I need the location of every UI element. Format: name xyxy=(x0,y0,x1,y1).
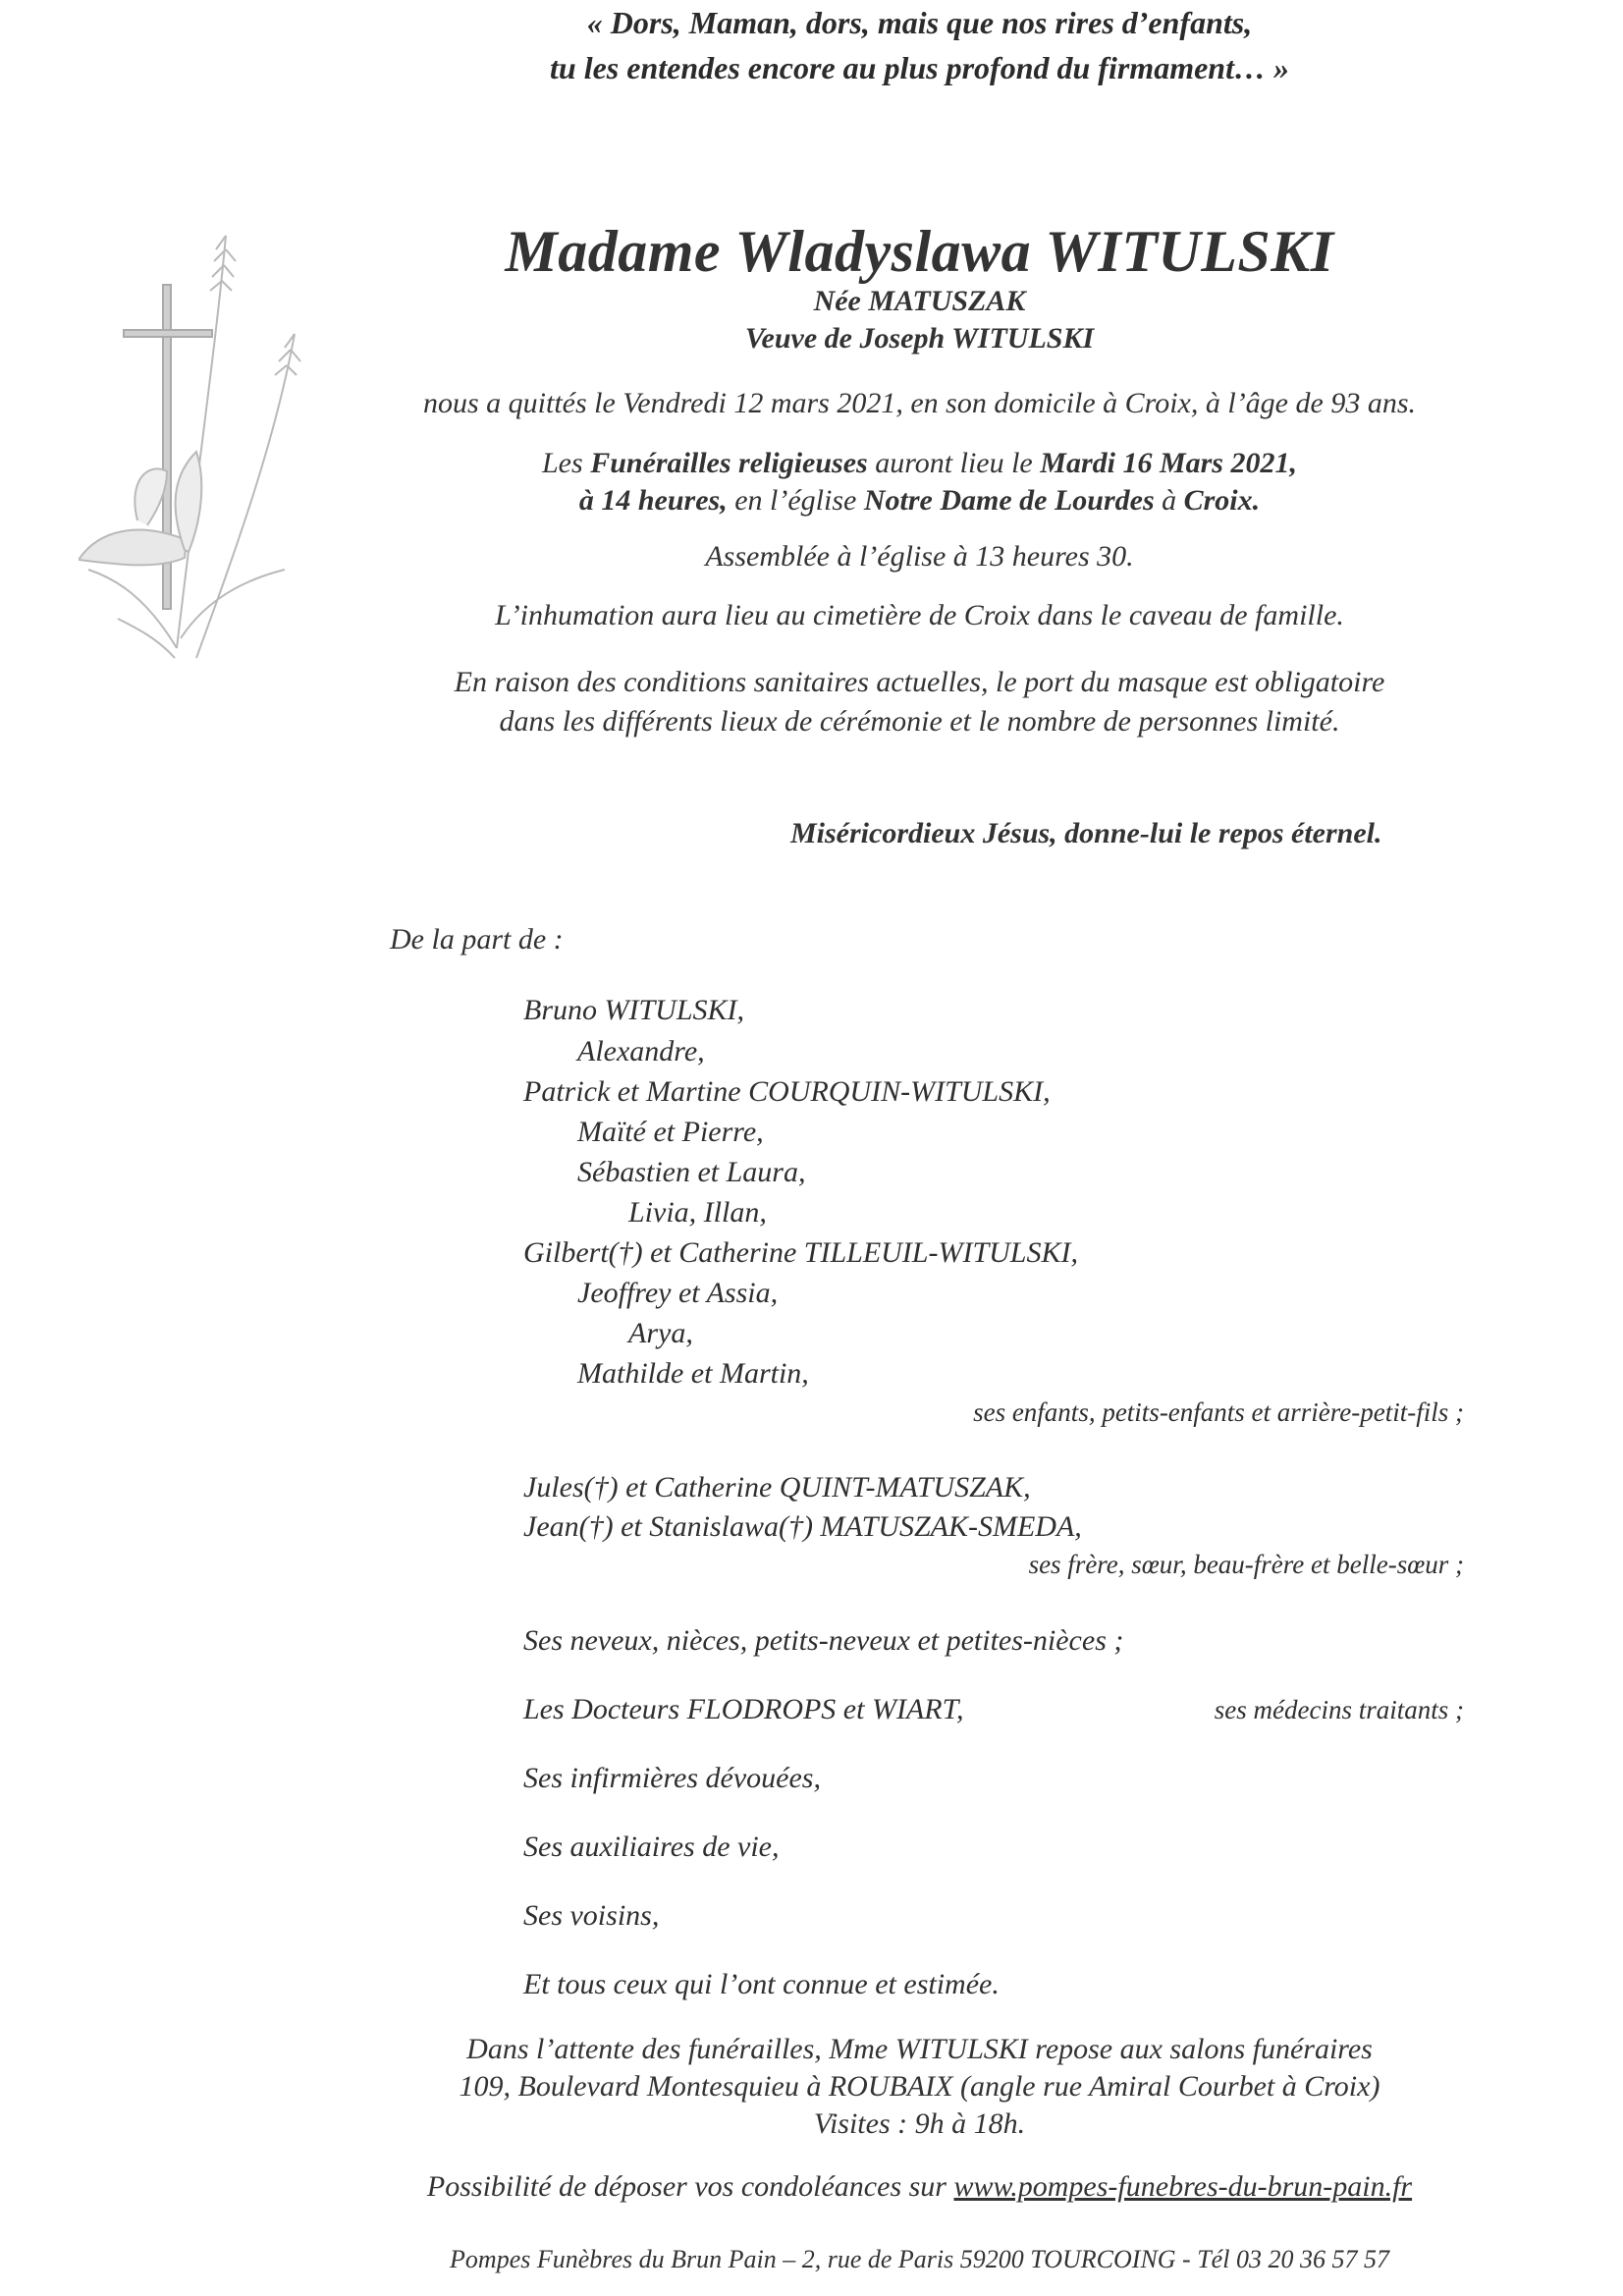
prayer: Miséricordieux Jésus, donne-lui le repos éternel. xyxy=(790,817,1382,849)
epigraph-line-2: tu les entendes encore au plus profond du firmament… » xyxy=(550,50,1289,85)
family-member: Bruno WITULSKI, xyxy=(523,994,745,1026)
doctors: Les Docteurs FLODROPS et WIART, xyxy=(523,1693,964,1725)
widow-of: Veuve de Joseph WITULSKI xyxy=(744,322,1095,355)
family-member: Alexandre, xyxy=(577,1035,705,1067)
condolences-link[interactable]: www.pompes-funebres-du-brun-pain.fr xyxy=(953,2170,1413,2203)
from-label: De la part de : xyxy=(390,923,564,956)
family-member: Jean(†) et Stanislawa(†) MATUSZAK-SMEDA, xyxy=(523,1510,1082,1543)
funeral-line-2: à 14 heures, en l’église Notre Dame de Lourdes à Croix. xyxy=(578,484,1261,517)
aides: Ses auxiliaires de vie, xyxy=(523,1831,780,1863)
rest-line-1: Dans l’attente des funérailles, Mme WITULSKI repose aux salons funéraires xyxy=(466,2033,1373,2065)
death-announcement: nous a quittés le Vendredi 12 mars 2021, en son domicile à Croix, à l’âge de 93 ans. xyxy=(422,387,1416,419)
nephews: Ses neveux, nièces, petits-neveux et petites-nièces ; xyxy=(523,1624,1124,1657)
epigraph xyxy=(0,0,1623,90)
siblings-role: ses frère, sœur, beau-frère et belle-sœur ; xyxy=(1028,1550,1464,1579)
sanitary-line-1: En raison des conditions sanitaires actuelles, le port du masque est obligatoire xyxy=(454,666,1385,698)
family-member: Gilbert(†) et Catherine TILLEUIL-WITULSKI, xyxy=(523,1236,1078,1269)
doctors-role: ses médecins traitants ; xyxy=(1214,1695,1464,1724)
family-member: Livia, Illan, xyxy=(628,1196,767,1229)
burial-info: L’inhumation aura lieu au cimetière de Croix dans le caveau de famille. xyxy=(495,599,1344,631)
family-member: Mathilde et Martin, xyxy=(577,1357,809,1390)
children-role: ses enfants, petits-enfants et arrière-petit-fils ; xyxy=(973,1397,1464,1427)
sanitary-line-2: dans les différents lieux de cérémonie et le nombre de personnes limité. xyxy=(499,705,1340,738)
family-member: Sébastien et Laura, xyxy=(577,1156,806,1188)
condolences: Possibilité de déposer vos condoléances sur www.pompes-funebres-du-brun-pain.fr xyxy=(426,2170,1413,2203)
family-member: Jeoffrey et Assia, xyxy=(577,1277,779,1309)
neighbors: Ses voisins, xyxy=(523,1899,660,1932)
funeral-line-1: Les Funérailles religieuses auront lieu le Mardi 16 Mars 2021, xyxy=(542,447,1297,479)
family-member: Jules(†) et Catherine QUINT-MATUSZAK, xyxy=(523,1471,1031,1503)
family-member: Arya, xyxy=(628,1317,693,1349)
maiden-name: Née MATUSZAK xyxy=(813,285,1026,317)
rest-line-2: 109, Boulevard Montesquieu à ROUBAIX (angle rue Amiral Courbet à Croix) xyxy=(459,2070,1380,2103)
family-member: Maïté et Pierre, xyxy=(577,1116,764,1148)
footer-contact: Pompes Funèbres du Brun Pain – 2, rue de Paris 59200 TOURCOING - Tél 03 20 36 57 57 xyxy=(450,2245,1389,2273)
nurses: Ses infirmières dévouées, xyxy=(523,1762,821,1794)
epigraph-line-1: « Dors, Maman, dors, mais que nos rires d’enfants, xyxy=(586,5,1253,40)
deceased-name: Madame Wladyslawa WITULSKI xyxy=(505,219,1334,284)
assembly-time: Assemblée à l’église à 13 heures 30. xyxy=(705,540,1134,573)
all-others: Et tous ceux qui l’ont connue et estimée. xyxy=(523,1968,1000,2000)
family-member: Patrick et Martine COURQUIN-WITULSKI, xyxy=(523,1075,1051,1108)
rest-line-3: Visites : 9h à 18h. xyxy=(813,2107,1026,2140)
